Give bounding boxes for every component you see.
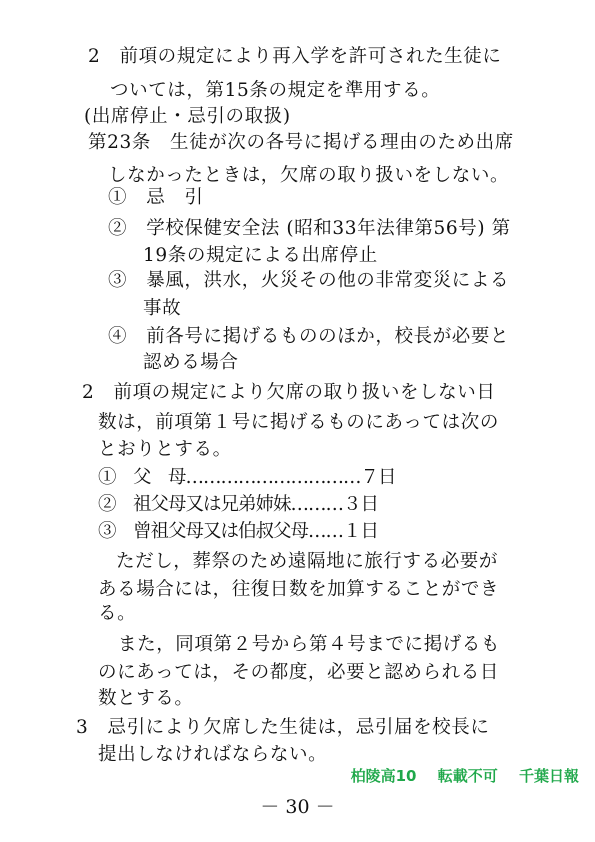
paragraph-2-line-2: ついては，第15条の規定を準用する。 <box>110 80 441 101</box>
item-2-line-1: ② 学校保健安全法 (昭和33年法律第56号) 第 <box>108 218 511 239</box>
note-1-line-2: ある場合には，往復日数を加算することができ <box>98 579 500 600</box>
article-23-line-1: 第23条 生徒が次の各号に掲げる理由のため出席 <box>88 132 514 153</box>
note-1-line-3: る。 <box>98 603 137 624</box>
note-1-line-1: ただし，葬祭のため遠隔地に旅行する必要が <box>116 551 499 572</box>
article-heading: (出席停止・忌引の取扱) <box>84 106 291 127</box>
watermark-stamp <box>351 766 579 786</box>
item-4-line-2: 認める場合 <box>143 352 239 373</box>
paragraph-2-line-1: 2 前項の規定により再入学を許可された生徒に <box>88 46 502 67</box>
paragraph-3-line-2: 提出しなければならない。 <box>98 744 328 765</box>
item-4-line-1: ④ 前各号に掲げるもののほか，校長が必要と <box>108 326 510 347</box>
item-3-line-1: ③ 暴風，洪水，火災その他の非常変災による <box>108 270 510 291</box>
watermark-source: 千葉日報 <box>518 767 579 785</box>
paragraph-3-line-1: 3 忌引により欠席した生徒は，忌引届を校長に <box>76 717 490 738</box>
note-2-line-2: のにあっては，その都度，必要と認められる日 <box>98 662 499 683</box>
note-2-line-3: 数とする。 <box>98 688 194 709</box>
watermark-notice: 転載不可 <box>437 767 498 785</box>
days-item-2: ② 祖父母又は兄弟姉妹………３日 <box>98 494 379 515</box>
page-number: － 30 － <box>260 796 335 818</box>
paragraph-2b-line-2: 数は，前項第１号に掲げるものにあっては次の <box>98 412 499 433</box>
days-item-3: ③ 曾祖父母又は伯叔父母……１日 <box>98 521 379 542</box>
article-23-line-2: しなかったときは，欠席の取り扱いをしない。 <box>108 165 510 186</box>
paragraph-2b-line-3: とおりとする。 <box>98 439 232 460</box>
item-2-line-2: 19条の規定による出席停止 <box>143 245 378 266</box>
days-item-1: ① 父 母…………………………７日 <box>98 467 396 488</box>
item-1: ① 忌 引 <box>108 187 204 208</box>
paragraph-2b-line-1: 2 前項の規定により欠席の取り扱いをしない日 <box>82 382 496 403</box>
item-3-line-2: 事故 <box>143 298 182 319</box>
watermark-school: 柏陵高10 <box>350 767 417 785</box>
note-2-line-1: また，同項第２号から第４号までに掲げるも <box>118 634 501 655</box>
